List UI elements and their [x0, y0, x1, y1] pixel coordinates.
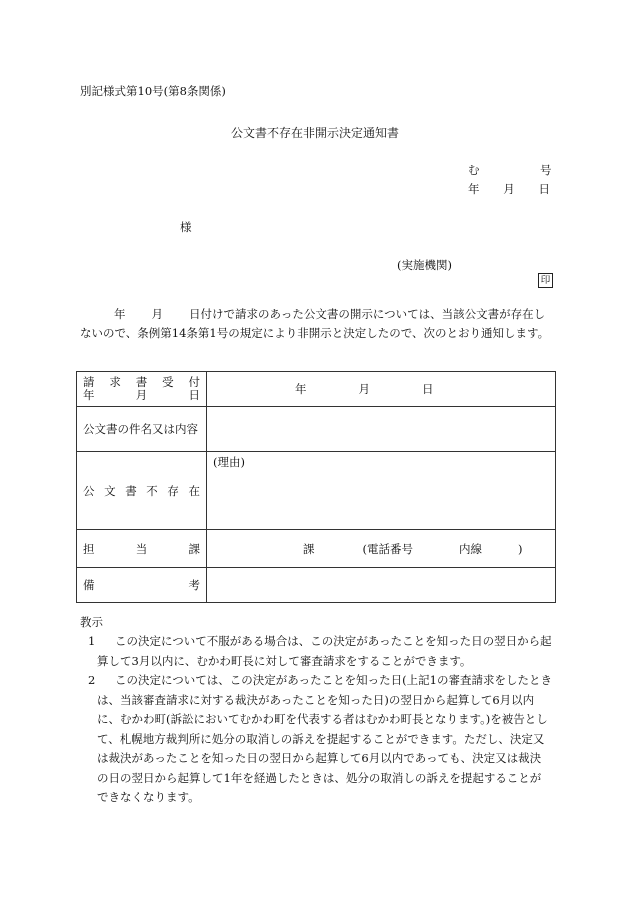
- notice-item-text: この決定について不服がある場合は、この決定があったことを知った日の翌日から起算して3月以内に、むかわ町長に対して審査請求をすることができます。: [97, 634, 552, 668]
- label-char: 不: [146, 483, 158, 498]
- notice-item: [80, 632, 552, 671]
- notice-item-number: 1: [88, 634, 96, 648]
- label-char: 書: [125, 483, 137, 498]
- phone-close: ): [518, 541, 523, 556]
- label-char: 請: [83, 375, 95, 389]
- issue-date: [468, 181, 550, 197]
- nonexistence-reason-value[interactable]: [207, 452, 556, 530]
- intro-month: 月: [151, 307, 163, 321]
- form-number-label: 別記様式第10号(第8条関係): [80, 84, 226, 98]
- intro-text: 日付けで請求のあった公文書の開示については、当該公文書が存在しないので、条例第14条第1号の規定により非開示と決定したので、次のとおり通知します。: [80, 307, 550, 340]
- label-char: 文: [104, 483, 116, 498]
- nonexistence-label: [77, 452, 207, 530]
- receipt-date-month: 月: [358, 382, 370, 396]
- extension-label: 内線: [459, 541, 482, 556]
- table-row-nonexistence: [77, 452, 556, 530]
- decision-table: [76, 371, 556, 603]
- label-char: 月: [135, 388, 148, 402]
- label-char: 課: [188, 541, 200, 556]
- label-char: 求: [109, 375, 121, 389]
- document-title: 公文書不存在非開示決定通知書: [230, 126, 399, 140]
- label-char: 付: [188, 375, 200, 389]
- notice-item-text: この決定については、この決定があったことを知った日(上記1の審査請求をしたときは、当該審査請求に対する裁決があったことを知った日)の翌日から起算して6月以内に、むかわ町(訴訟においてむかわ町を代表する者はむかわ町長となります。)を被告として、札幌地方裁判所に処分の取消しの訴えを提起することができます。ただし、決定又は裁決があったことを知った日の翌日から起算して6月以内であっても、決定又は裁決の日の翌日から起算して1年を経過したときは、処分の取消しの訴えを提起することができなくなります。: [97, 673, 552, 804]
- remarks-value[interactable]: [207, 568, 556, 603]
- table-row-receipt-date: [77, 372, 556, 407]
- label-char: 日: [188, 388, 200, 402]
- responsible-section-value[interactable]: [207, 530, 556, 568]
- issue-date-year: 年: [468, 182, 480, 196]
- label-char: 受: [162, 375, 174, 389]
- label-char: 考: [188, 578, 200, 592]
- section-suffix: 課: [303, 541, 315, 556]
- label-char: 当: [135, 541, 148, 556]
- table-row-remarks: [77, 568, 556, 603]
- label-char: 年: [83, 388, 95, 402]
- addressee-honorific: 様: [180, 220, 192, 234]
- implementing-agency-label: (実施機関): [397, 258, 452, 272]
- document-number-prefix: む: [468, 163, 480, 177]
- document-name-value[interactable]: [207, 407, 556, 452]
- table-row-document-name: [77, 407, 556, 452]
- intro-paragraph: [80, 305, 552, 343]
- issue-date-month: 月: [503, 182, 515, 196]
- notice-item-number: 2: [88, 673, 96, 687]
- notice-item: [80, 671, 552, 808]
- remarks-label: [77, 568, 207, 603]
- label-char: 在: [188, 483, 200, 498]
- receipt-date-value[interactable]: [207, 372, 556, 407]
- notice-heading: 教示: [80, 615, 103, 629]
- reason-caption: (理由): [213, 455, 245, 469]
- intro-year: 年: [114, 307, 126, 321]
- receipt-date-day: 日: [422, 382, 434, 396]
- seal-mark: 印: [538, 273, 553, 288]
- table-row-responsible-section: [77, 530, 556, 568]
- label-char: 公: [83, 483, 95, 498]
- label-char: 担: [83, 541, 95, 556]
- document-number-suffix: 号: [540, 163, 552, 177]
- label-char: 備: [83, 578, 95, 592]
- issue-date-day: 日: [538, 182, 550, 196]
- responsible-section-label: [77, 530, 207, 568]
- label-char: 書: [135, 375, 148, 389]
- receipt-date-year: 年: [295, 382, 307, 396]
- receipt-date-label: [77, 372, 207, 407]
- phone-label: (電話番号: [362, 541, 413, 556]
- label-char: 存: [167, 483, 179, 498]
- document-name-label: 公文書の件名又は内容: [77, 407, 207, 452]
